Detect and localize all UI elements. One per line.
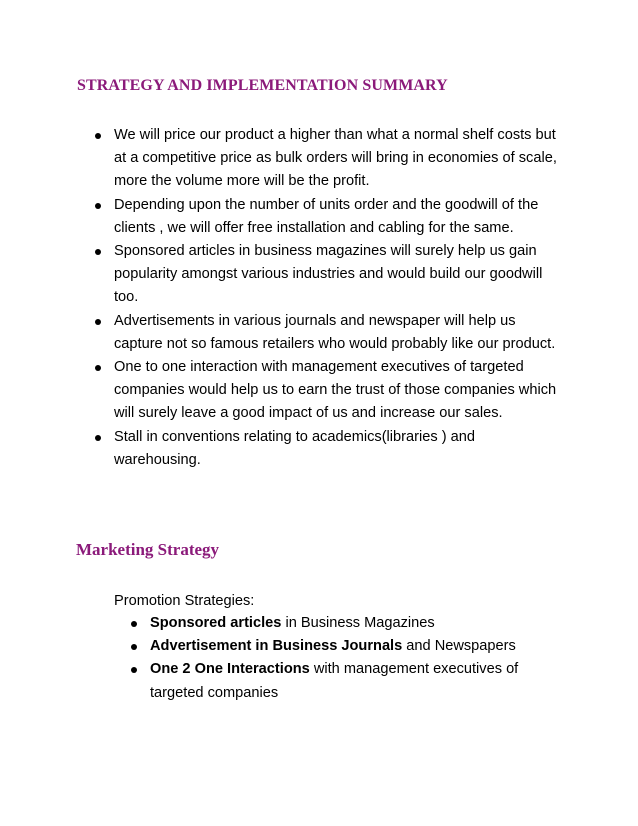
section-title: STRATEGY AND IMPLEMENTATION SUMMARY: [77, 77, 448, 94]
list-item: [95, 124, 565, 194]
bullet-icon: [95, 203, 101, 209]
promotion-item: [131, 612, 551, 635]
list-item: [95, 194, 565, 240]
promotion-item: [131, 635, 551, 658]
bullet-icon: [131, 621, 137, 627]
promotion-item-rest: with management executives of targeted companies: [150, 661, 519, 701]
list-item-text: One to one interaction with management executives of targeted companies would help us to earn the trust of those companies which will surely leave a good impact of us and increase our sales.: [114, 359, 557, 422]
promotion-item-rest: and Newspapers: [402, 638, 516, 655]
bullet-icon: [95, 319, 101, 325]
bullet-icon: [95, 435, 101, 441]
strategy-bullet-list: [95, 124, 565, 472]
bullet-icon: [95, 249, 101, 255]
list-item-text: Depending upon the number of units order and the goodwill of the clients , we will offer free installation and cabling for the same.: [114, 196, 539, 236]
list-item: [95, 426, 565, 472]
bullet-icon: [95, 365, 101, 371]
list-item-text: Sponsored articles in business magazines will surely help us gain popularity amongst various industries and would build our goodwill too.: [114, 243, 543, 306]
list-item: [95, 240, 565, 310]
bullet-icon: [131, 644, 137, 650]
promotion-item-bold: Sponsored articles: [150, 615, 282, 631]
promotion-item-bold: One 2 One Interactions: [150, 661, 310, 678]
list-item: [95, 310, 565, 356]
list-item-text: Advertisements in various journals and newspaper will help us capture not so famous retailers who would probably like our product.: [114, 312, 556, 352]
promotion-label: Promotion Strategies:: [114, 593, 255, 609]
marketing-strategy-title: Marketing Strategy: [76, 540, 220, 559]
list-item-text: Stall in conventions relating to academics(libraries ) and warehousing.: [114, 428, 475, 468]
bullet-icon: [131, 667, 137, 673]
promotion-item-rest: in Business Magazines: [281, 615, 435, 631]
bullet-icon: [95, 133, 101, 139]
list-item: [95, 356, 565, 426]
promotion-list: [131, 612, 551, 705]
promotion-item: [131, 658, 551, 704]
list-item-text: We will price our product a higher than what a normal shelf costs but at a competitive price as bulk orders will bring in economies of scale, more the volume more will be the profit.: [114, 127, 557, 190]
promotion-item-bold: Advertisement in Business Journals: [150, 638, 403, 655]
